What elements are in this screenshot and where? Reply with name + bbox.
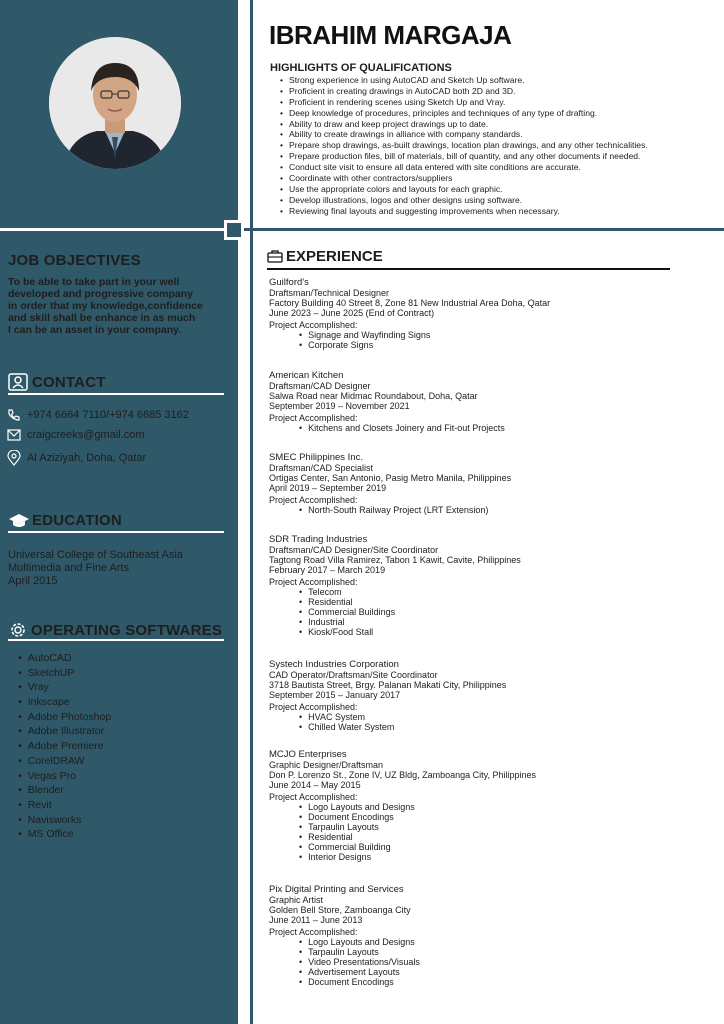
education-rule bbox=[8, 531, 224, 533]
project-item: • Signage and Wayfinding Signs bbox=[299, 330, 550, 340]
highlight-item: • Develop illustrations, logos and other designs using software. bbox=[280, 195, 720, 206]
highlight-item: • Coordinate with other contractors/suppliers bbox=[280, 173, 720, 184]
job-dates: June 2011 – June 2013 bbox=[269, 915, 363, 925]
job-company: MCJO Enterprises bbox=[269, 749, 347, 760]
highlight-item: • Ability to draw and keep project drawings up to date. bbox=[280, 119, 720, 130]
highlight-item: • Strong experience in using AutoCAD and Sketch Up software. bbox=[280, 75, 720, 86]
job-position: Draftsman/Technical Designer bbox=[269, 288, 390, 298]
profile-photo bbox=[49, 37, 181, 169]
project-item: • Telecom bbox=[299, 587, 521, 597]
job-entry bbox=[269, 750, 536, 862]
highlight-item: • Reviewing final layouts and suggesting improvements when necessary. bbox=[280, 206, 720, 217]
highlight-item: • Ability to create drawings in alliance with company standards. bbox=[280, 129, 720, 140]
objectives-line: To be able to take part in your well bbox=[8, 276, 180, 288]
software-item: • Adobe Photoshop bbox=[18, 710, 111, 725]
software-item: • Revit bbox=[18, 798, 111, 813]
job-company: SDR Trading Industries bbox=[269, 534, 368, 545]
project-item: • HVAC System bbox=[299, 712, 506, 722]
software-item: • CorelDRAW bbox=[18, 754, 111, 769]
contact-heading bbox=[8, 373, 106, 391]
job-projects bbox=[269, 423, 505, 433]
job-dates: June 2023 – June 2025 (End of Contract) bbox=[269, 308, 435, 318]
location-pin-icon bbox=[7, 450, 21, 466]
contact-phone-row bbox=[7, 408, 189, 422]
job-address: Don P. Lorenzo St., Zone IV, UZ Bldg, Zamboanga City, Philippines bbox=[269, 770, 536, 780]
objectives-line: in order that my knowledge,confidence bbox=[8, 300, 203, 312]
divider-vertical bbox=[232, 0, 238, 1024]
divider-horizontal-sidebar bbox=[0, 228, 232, 231]
job-entry bbox=[269, 535, 521, 637]
job-projects bbox=[269, 587, 521, 637]
job-entry bbox=[269, 660, 506, 732]
project-item: • Commercial Buildings bbox=[299, 607, 521, 617]
job-projects bbox=[269, 802, 536, 862]
highlight-item: • Prepare shop drawings, as-built drawings, location plan drawings, and any other technicalities. bbox=[280, 140, 720, 151]
highlights-title: HIGHLIGHTS OF QUALIFICATIONS bbox=[270, 62, 452, 74]
experience-rule bbox=[267, 268, 670, 270]
project-item: • Advertisement Layouts bbox=[299, 967, 420, 977]
job-projects bbox=[269, 712, 506, 732]
softwares-heading bbox=[8, 620, 222, 640]
divider-vertical-inner bbox=[250, 0, 253, 1024]
project-item: • Corporate Signs bbox=[299, 340, 550, 350]
job-projects-label: Project Accomplished: bbox=[269, 927, 358, 937]
softwares-rule bbox=[8, 639, 224, 641]
job-entry bbox=[269, 278, 550, 350]
education-title: EDUCATION bbox=[32, 512, 122, 529]
email-icon bbox=[7, 429, 21, 441]
job-company: Pix Digital Printing and Services bbox=[269, 884, 404, 895]
job-address: Tagtong Road Villa Ramirez, Tabon 1 Kawit, Cavite, Philippines bbox=[269, 555, 521, 565]
job-dates: April 2019 – September 2019 bbox=[269, 483, 387, 493]
softwares-list bbox=[18, 651, 111, 842]
project-item: • Commercial Building bbox=[299, 842, 536, 852]
job-company: Systech Industries Corporation bbox=[269, 659, 399, 670]
software-item: • SketchUP bbox=[18, 666, 111, 681]
job-position: Draftsman/CAD Designer bbox=[269, 381, 371, 391]
contact-rule bbox=[8, 393, 224, 395]
job-projects-label: Project Accomplished: bbox=[269, 577, 358, 587]
job-entry bbox=[269, 371, 505, 433]
job-company: American Kitchen bbox=[269, 370, 344, 381]
job-company: Guilford's bbox=[269, 277, 309, 288]
software-item: • Vegas Pro bbox=[18, 769, 111, 784]
highlight-item: • Proficient in rendering scenes using Sketch Up and Vray. bbox=[280, 97, 720, 108]
job-projects-label: Project Accomplished: bbox=[269, 702, 358, 712]
job-position: Draftsman/CAD Specialist bbox=[269, 463, 374, 473]
project-item: • Document Encodings bbox=[299, 977, 420, 987]
software-item: • Inkscape bbox=[18, 695, 111, 710]
project-item: • Logo Layouts and Designs bbox=[299, 802, 536, 812]
objectives-line: and skill shall be enhance in as much bbox=[8, 312, 196, 324]
highlight-item: • Deep knowledge of procedures, principles and techniques of any type of drafting. bbox=[280, 108, 720, 119]
contact-email-row bbox=[7, 429, 145, 441]
job-address: Golden Bell Store, Zamboanga City bbox=[269, 905, 411, 915]
software-item: • AutoCAD bbox=[18, 651, 111, 666]
highlights-list bbox=[280, 75, 720, 217]
job-projects-label: Project Accomplished: bbox=[269, 495, 358, 505]
project-item: • North-South Railway Project (LRT Extension) bbox=[299, 505, 511, 515]
education-heading bbox=[8, 512, 122, 529]
project-item: • Residential bbox=[299, 597, 521, 607]
highlight-item: • Prepare production files, bill of materials, bill of quantity, and any other documents if needed. bbox=[280, 151, 720, 162]
project-item: • Video Presentations/Visuals bbox=[299, 957, 420, 967]
education-course: Multimedia and Fine Arts bbox=[8, 562, 130, 574]
education-school: Universal College of Southeast Asia bbox=[8, 549, 183, 561]
objectives-line: developed and progressive company bbox=[8, 288, 193, 300]
job-dates: February 2017 – March 2019 bbox=[269, 565, 386, 575]
job-address: Ortigas Center, San Antonio, Pasig Metro Manila, Philippines bbox=[269, 473, 512, 483]
objectives-line: I can be an asset in your company. bbox=[8, 324, 182, 336]
softwares-title: OPERATING SOFTWARES bbox=[31, 621, 223, 639]
objectives-text bbox=[8, 276, 203, 336]
experience-title: EXPERIENCE bbox=[286, 248, 383, 265]
project-item: • Logo Layouts and Designs bbox=[299, 937, 420, 947]
experience-heading bbox=[267, 248, 383, 265]
software-item: • Vray bbox=[18, 680, 111, 695]
project-item: • Kiosk/Food Stall bbox=[299, 627, 521, 637]
job-position: CAD Operator/Draftsman/Site Coordinator bbox=[269, 670, 438, 680]
highlight-item: • Use the appropriate colors and layouts for each graphic. bbox=[280, 184, 720, 195]
graduation-cap-icon bbox=[8, 513, 30, 529]
contact-address: Al Aziziyah, Doha, Qatar bbox=[27, 452, 147, 464]
job-projects bbox=[269, 330, 550, 350]
job-projects-label: Project Accomplished: bbox=[269, 320, 358, 330]
contact-icon bbox=[8, 373, 28, 391]
contact-email[interactable]: craigcreeks@gmail.com bbox=[27, 429, 145, 441]
job-projects bbox=[269, 505, 511, 515]
project-item: • Document Encodings bbox=[299, 812, 536, 822]
gear-icon bbox=[8, 620, 28, 640]
project-item: • Residential bbox=[299, 832, 536, 842]
applicant-name: IBRAHIM MARGAJA bbox=[269, 20, 512, 50]
job-projects-label: Project Accomplished: bbox=[269, 413, 358, 423]
job-projects-label: Project Accomplished: bbox=[269, 792, 358, 802]
contact-address-row bbox=[7, 450, 146, 466]
job-company: SMEC Philippines Inc. bbox=[269, 452, 363, 463]
job-dates: September 2015 – January 2017 bbox=[269, 690, 401, 700]
job-dates: June 2014 – May 2015 bbox=[269, 780, 361, 790]
software-item: • MS Office bbox=[18, 827, 111, 842]
phone-icon bbox=[7, 408, 21, 422]
divider-node bbox=[224, 220, 244, 240]
software-item: • Blender bbox=[18, 783, 111, 798]
job-dates: September 2019 – November 2021 bbox=[269, 401, 410, 411]
project-item: • Industrial bbox=[299, 617, 521, 627]
objectives-title: JOB OBJECTIVES bbox=[8, 252, 141, 269]
contact-phone: +974 6664 7110/+974 6685 3162 bbox=[27, 409, 189, 421]
briefcase-icon bbox=[267, 250, 283, 263]
software-item: • Adobe Illustrator bbox=[18, 724, 111, 739]
project-item: • Kitchens and Closets Joinery and Fit-out Projects bbox=[299, 423, 505, 433]
software-item: • Navisworks bbox=[18, 813, 111, 828]
project-item: • Interior Designs bbox=[299, 852, 536, 862]
project-item: • Chilled Water System bbox=[299, 722, 506, 732]
job-entry bbox=[269, 453, 511, 515]
job-position: Graphic Artist bbox=[269, 895, 324, 905]
education-date: April 2015 bbox=[8, 575, 58, 587]
job-address: Salwa Road near Midmac Roundabout, Doha, Qatar bbox=[269, 391, 478, 401]
contact-title: CONTACT bbox=[32, 373, 106, 391]
job-projects bbox=[269, 937, 420, 987]
education-text bbox=[8, 549, 183, 588]
project-item: • Tarpaulin Layouts bbox=[299, 947, 420, 957]
job-entry bbox=[269, 885, 420, 987]
highlight-item: • Proficient in creating drawings in AutoCAD both 2D and 3D. bbox=[280, 86, 720, 97]
job-address: Factory Building 40 Street 8, Zone 81 New Industrial Area Doha, Qatar bbox=[269, 298, 551, 308]
highlight-item: • Conduct site visit to ensure all data entered with site conditions are accurate. bbox=[280, 162, 720, 173]
software-item: • Adobe Premiere bbox=[18, 739, 111, 754]
job-position: Graphic Designer/Draftsman bbox=[269, 760, 384, 770]
job-position: Draftsman/CAD Designer/Site Coordinator bbox=[269, 545, 439, 555]
job-address: 3718 Bautista Street, Brgy. Palanan Makati City, Philippines bbox=[269, 680, 507, 690]
project-item: • Tarpaulin Layouts bbox=[299, 822, 536, 832]
